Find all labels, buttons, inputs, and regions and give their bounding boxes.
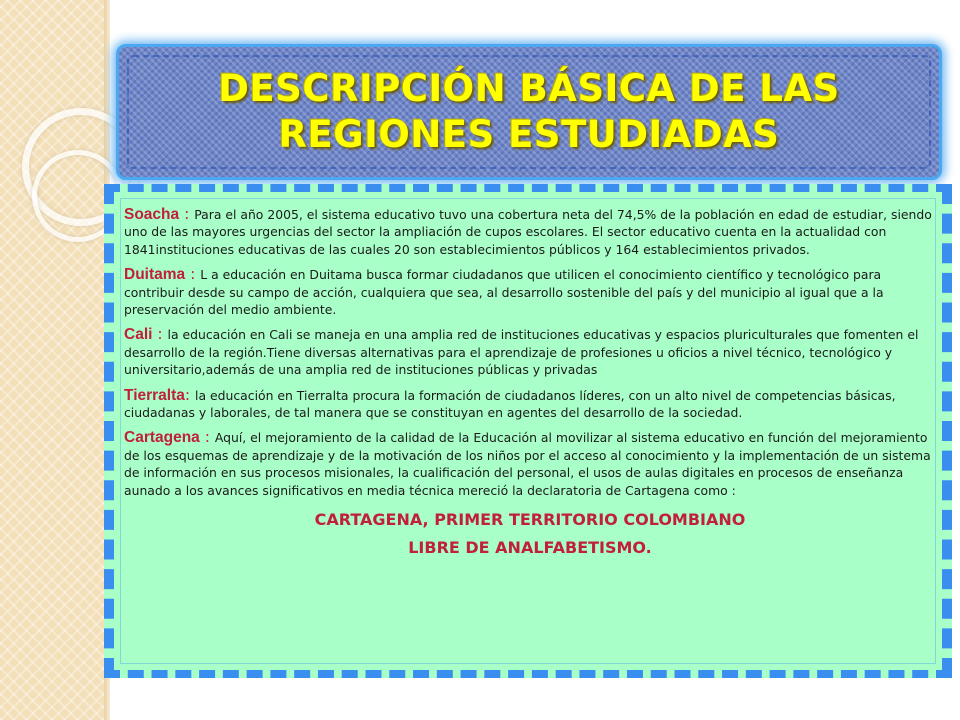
slide-title-line-1: DESCRIPCIÓN BÁSICA DE LAS bbox=[218, 67, 840, 110]
region-paragraph-cartagena bbox=[124, 429, 936, 499]
region-name: Tierralta bbox=[124, 386, 185, 404]
region-paragraph-duitama bbox=[124, 266, 936, 318]
region-separator: : bbox=[185, 265, 201, 284]
region-separator: : bbox=[179, 205, 195, 223]
region-paragraph-soacha bbox=[124, 206, 936, 258]
region-separator: : bbox=[184, 385, 196, 404]
slide-title-line-2: REGIONES ESTUDIADAS bbox=[278, 113, 780, 156]
closing-statement-line-2: LIBRE DE ANALFABETISMO. bbox=[408, 538, 652, 558]
region-description: la educación en Cali se maneja en una amplia red de instituciones educativas y espacios pluriculturales que fomenten el desarrollo de la región.Tiene diversas alternativas para el aprendizaje de profesiones u oficios a nivel técnico, tecnológico y universitario,además de una amplia red de instituciones públicas y privadas bbox=[124, 327, 919, 378]
content-panel bbox=[104, 184, 952, 678]
region-description: Para el año 2005, el sistema educativo tuvo una cobertura neta del 74,5% de la población en edad de estudiar, siendo uno de las mayores urgencias del sector la ampliación de cupos escolares. El sector educativo cuenta en la actualidad con 1841instituciones educativas de las cuales 20 son establecimientos públicos y 164 establecimientos privados. bbox=[124, 207, 932, 257]
title-banner bbox=[116, 44, 942, 180]
content-body bbox=[124, 206, 936, 561]
region-separator: : bbox=[199, 428, 215, 447]
region-description: la educación en Tierralta procura la formación de ciudadanos líderes, con un alto nivel de competencias básicas, ciudadanas y laborales, de tal manera que se constituyan en agentes del desarrollo de la sociedad. bbox=[124, 387, 896, 421]
region-paragraph-tierralta bbox=[124, 387, 936, 422]
slide-title bbox=[149, 66, 909, 158]
closing-statement-line-1: CARTAGENA, PRIMER TERRITORIO COLOMBIANO bbox=[314, 510, 746, 530]
region-name: Soacha bbox=[124, 206, 180, 223]
region-separator: : bbox=[152, 325, 168, 344]
region-name: Cartagena bbox=[124, 429, 200, 447]
region-paragraph-cali bbox=[124, 326, 936, 378]
region-description: L a educación en Duitama busca formar ciudadanos que utilicen el conocimiento científico y tecnológico para contribuir desde su campo de acción, cualquiera que sea, al desarrollo sostenible del país y del municipio al igual que a la preservación del medio ambiente. bbox=[124, 267, 884, 318]
region-name: Duitama bbox=[124, 266, 186, 284]
region-name: Cali bbox=[124, 326, 153, 344]
region-description: Aquí, el mejoramiento de la calidad de la Educación al movilizar al sistema educativo en función del mejoramiento de los esquemas de aprendizaje y de la motivación de los niños por el acceso al conocimiento y la implementación de un sistema de información en sus procesos misionales, la cualificación del personal, el usos de aulas digitales en procesos de enseñanza aunado a los avances significativos en media técnica mereció la declaratoria de Cartagena como : bbox=[124, 430, 931, 498]
